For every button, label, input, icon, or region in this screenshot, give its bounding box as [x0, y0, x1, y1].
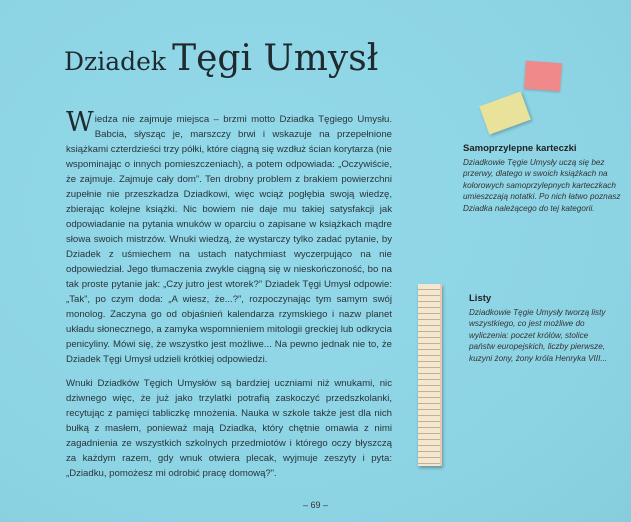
- sticky-note-yellow-image: [479, 91, 531, 134]
- sidebar-lists: [469, 293, 609, 364]
- sidebar-heading: Samoprzylepne karteczki: [463, 143, 577, 154]
- sidebar-text: Dziadkowie Tęgie Umysły tworzą listy wszystkiego, co jest możliwe do wyliczenia: poczet królów, stolice państw europejskich, liczby pierwsze, kuzyni żony, żony króla Henryka VIII...: [469, 307, 608, 363]
- sidebar-text: Dziadkowie Tęgie Umysły uczą się bez przerwy, dlatego w swoich książkach na kolorowych samoprzylepnych karteczkach umieszczają notatki. Po nich łatwo poznasz Dziadka należącego do tej kategorii.: [463, 157, 621, 213]
- sidebar-heading: Listy: [469, 293, 492, 304]
- drop-cap: W: [66, 107, 94, 138]
- title-big: Tęgi Umysł: [172, 38, 379, 79]
- sidebar-sticky-notes: [463, 143, 621, 214]
- main-text: [66, 107, 392, 490]
- paragraph-2: Wnuki Dziadków Tęgich Umysłów są bardziej uczniami niż wnukami, nic dziwnego więc, że już jako trzylatki potrafią zaskoczyć przedszkolanki, recytując z pamięci tabliczkę mnożenia. Nauka w szkole także jest dla nich bułką z masłem, ponieważ mają Dziadka, który chętnie omawia z nimi zagadnienia ze wszystkich szkolnych przedmiotów i którego oczy błyszczą za każdym razem, gdy wnuk otwiera plecak, wyjmuje zeszyty i pyta: „Dziadku, pomożesz mi odrobić pracę domową?”.: [66, 378, 392, 479]
- paragraph-1: [66, 107, 392, 367]
- page-title: [64, 38, 378, 79]
- page-number: – 69 –: [302, 500, 329, 510]
- sticky-note-red-image: [524, 61, 562, 91]
- handwritten-list-image: [418, 284, 442, 466]
- title-small: Dziadek: [64, 47, 167, 76]
- paragraph-1-text: iedza nie zajmuje miejsca – brzmi motto Dziadka Tęgiego Umysłu. Babcia, słysząc je, marszczy brwi i wskazuje na przepełnione książkami czterdzieści trzy półki, które ciągną się wzdłuż ścian korytarza (nie wspominając o innych pomieszczeniach), a potem odpowiada: „Oczywiście, że zajmuje. Zajmuje cały dom”. Ten drobny problem z brakiem powierzchni zupełnie nie przeszkadza Dziadkowi, więc wciąż pogłębia swoją wiedzę, zbierając kolejne książki. Nic bowiem nie daje mu takiej satysfakcji jak odpowiadanie na pytania wnuków w oparciu o zapisane w książkach mądre słowa swoich mistrzów. Wnuki wiedzą, że wystarczy tylko zadać pytanie, by Dziadek z uśmiechem na ustach natychmiast wyczerpująco na nie odpowiedział. Jego tłumaczenia zwykle ciągną się w nieskończoność, bo na tak proste pytanie jak: „Czy jutro jest wtorek?” Dziadek Tęgi Umysł odpowie: „Tak”, po czym doda: „A wiesz, że...?”, rozpoczynając tym samym swój monolog. Zaczyna go od objaśnień kalendarza rzymskiego i nazw planet układu słonecznego, a zamyka wspomnieniem mitologii greckiej lub odkrycia penicyliny. Mówi się, że wszystko jest możliwe... Na pewno jednak nie to, że Dziadek Tęgi Umysł udzieli krótkiej odpowiedzi.: [66, 114, 392, 365]
